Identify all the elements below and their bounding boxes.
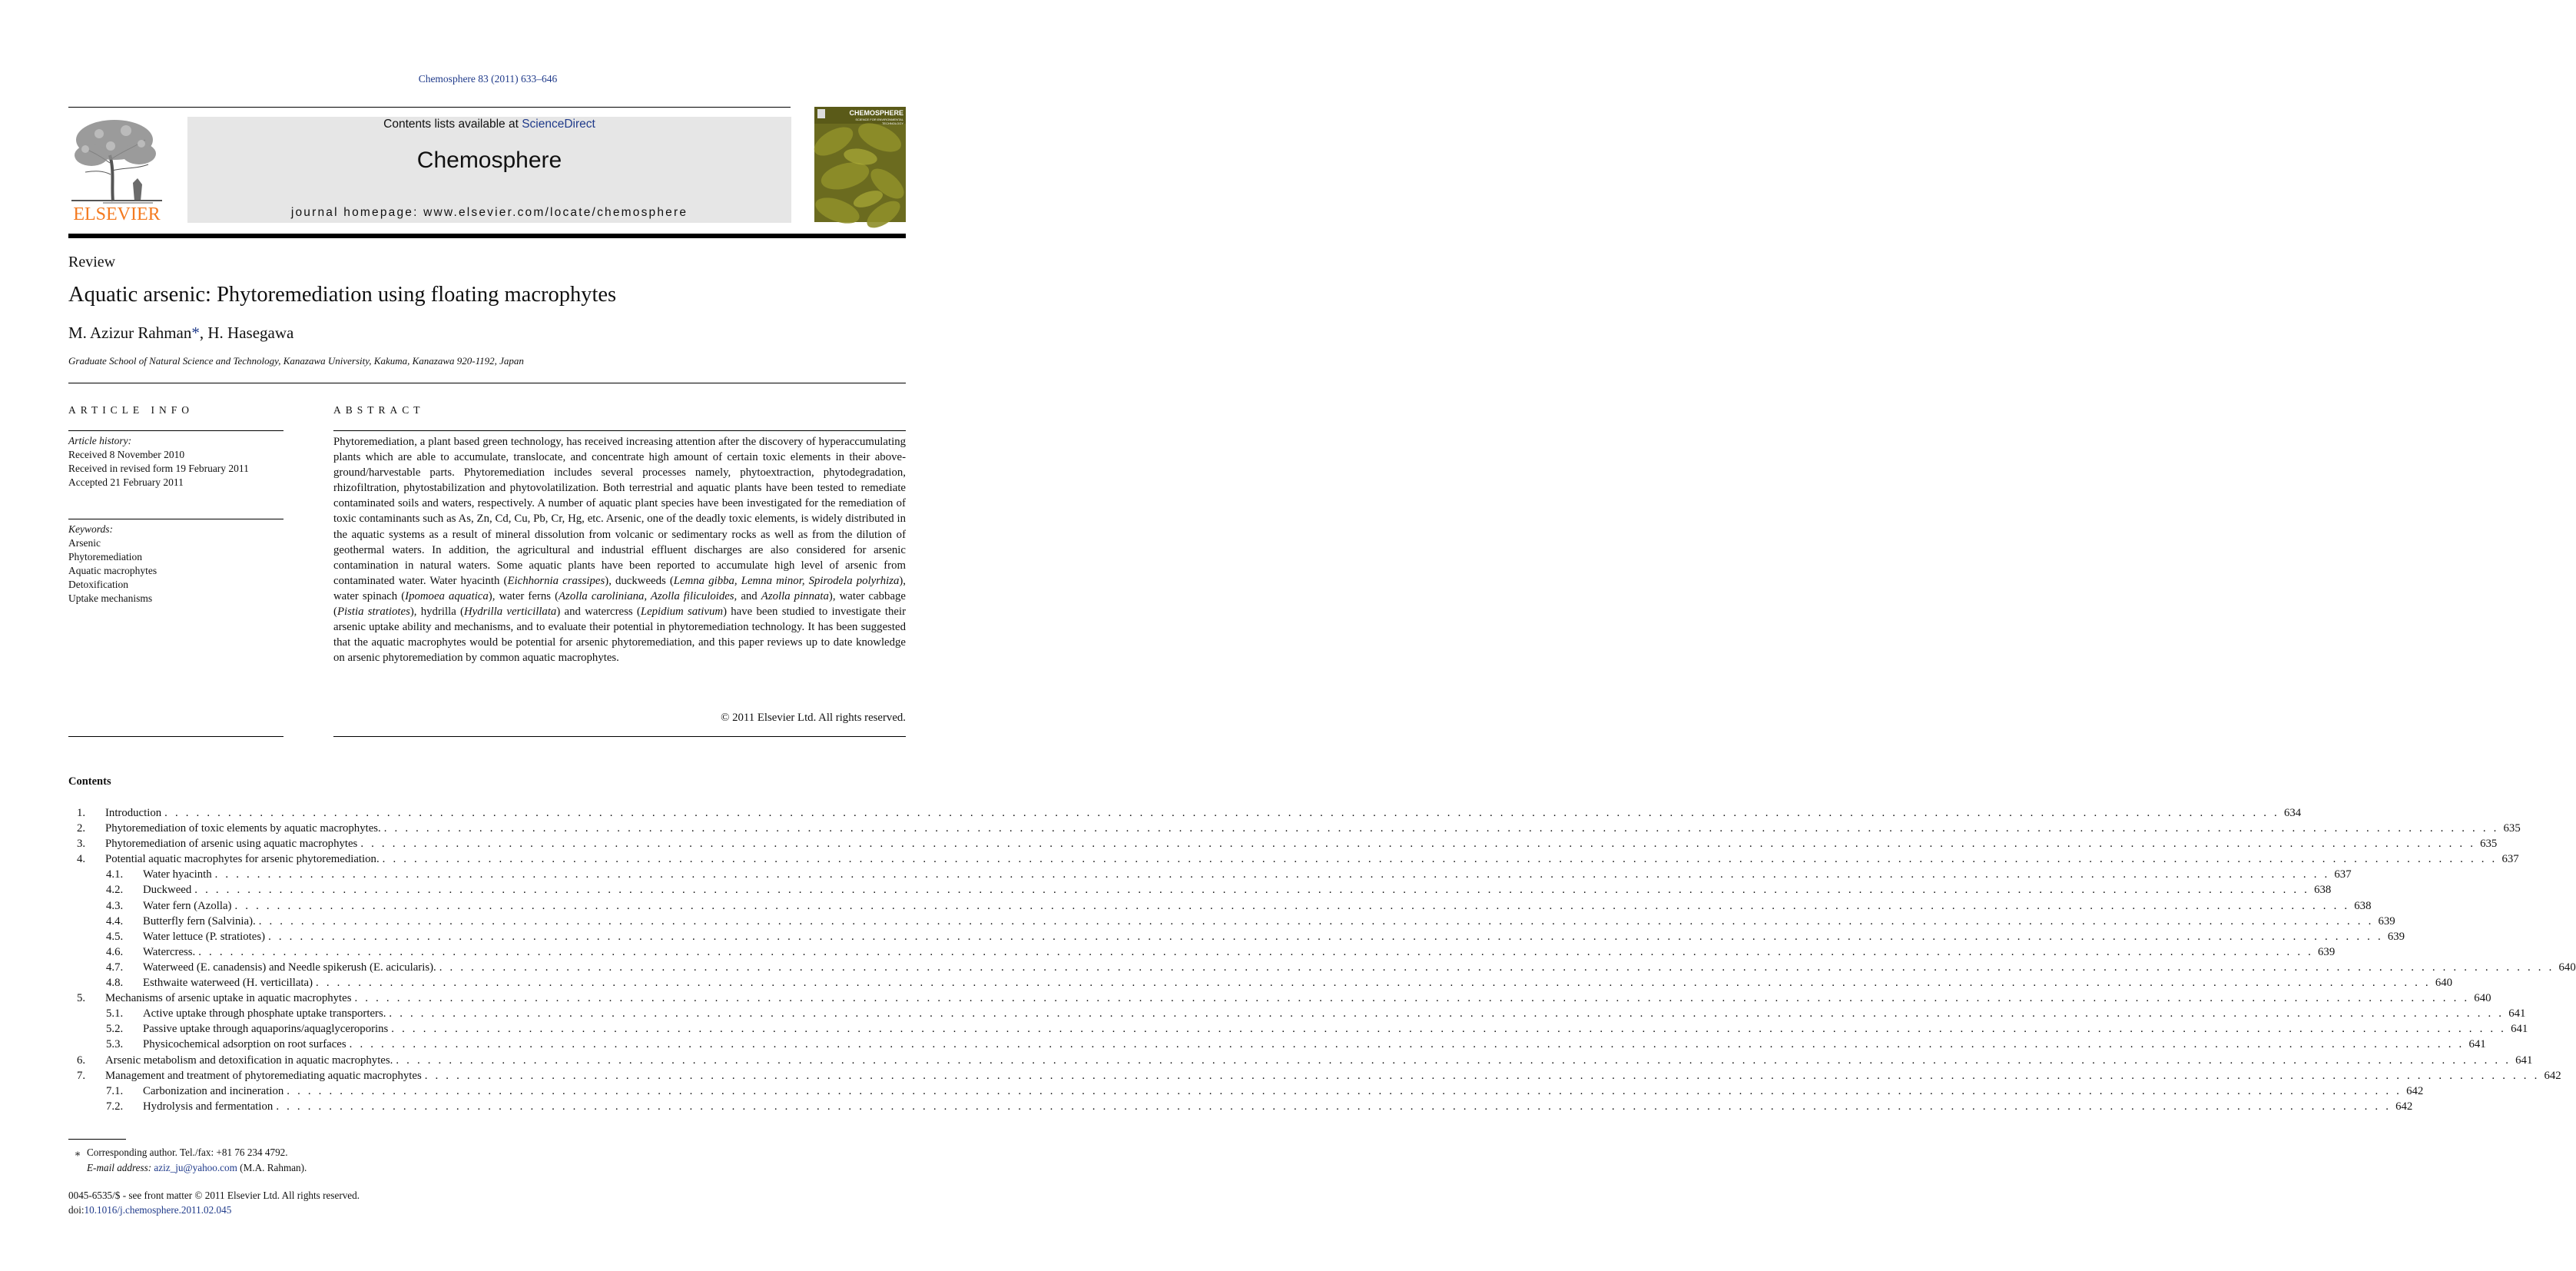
toc-entry-number: 4.6.: [106, 945, 124, 958]
toc-entry-page[interactable]: 641: [2511, 1023, 2528, 1036]
toc-entry-number: 5.2.: [106, 1023, 124, 1036]
toc-entry-page[interactable]: 641: [2515, 1054, 2533, 1067]
toc-entry-number: 3.: [77, 838, 86, 851]
toc-entry-title[interactable]: Waterweed (E. canadensis) and Needle spikerush (E. acicularis).: [143, 961, 436, 974]
table-of-contents: [68, 805, 2576, 1114]
abstract-rule: [333, 430, 906, 431]
toc-entry[interactable]: [68, 851, 2519, 867]
toc-entry-number: 7.1.: [106, 1084, 124, 1097]
toc-entry-number: 7.2.: [106, 1100, 124, 1113]
toc-entry-page[interactable]: 639: [2318, 945, 2336, 958]
toc-dot-leader: . . . . . . . . . . . . . . . . . . . . . . . . . . . . . . . . . . . . . . . . . . . . . . . . . . . . . . . . . . . . . . . . . . . . . . . . . . . . . . . . . . . . . . . . . . . . . . . . . . . . . . . . . . . . . . . . . . . . . . . . . . . . . . . . . . . . . . . . . . . . . . . . . . . . . . . . . . . . . . . . . . . . . . . . . . . . . . . . . . . . . . . . . . . . . . . . . . . . . . . .: [383, 822, 2499, 835]
toc-entry[interactable]: [68, 836, 2498, 851]
toc-dot-leader: . . . . . . . . . . . . . . . . . . . . . . . . . . . . . . . . . . . . . . . . . . . . . . . . . . . . . . . . . . . . . . . . . . . . . . . . . . . . . . . . . . . . . . . . . . . . . . . . . . . . . . . . . . . . . . . . . . . . . . . . . . . . . . . . . . . . . . . . . . . . . . . . . . . . . . . . . . . . . . . . . . . . . . . . . . . . . . . . . . . . . . . . . . . . . . . . . . . . . . . .: [389, 1007, 2505, 1020]
toc-dot-leader: . . . . . . . . . . . . . . . . . . . . . . . . . . . . . . . . . . . . . . . . . . . . . . . . . . . . . . . . . . . . . . . . . . . . . . . . . . . . . . . . . . . . . . . . . . . . . . . . . . . . . . . . . . . . . . . . . . . . . . . . . . . . . . . . . . . . . . . . . . . . . . . . . . . . . . . . . . . . . . . . . . . . . . . . . . . . . . . . . . . . . . . . . . . . . . . . . . . . . . . .: [287, 1084, 2402, 1097]
journal-name: Chemosphere: [416, 148, 562, 173]
toc-entry-page[interactable]: 637: [2501, 853, 2519, 866]
toc-dot-leader: . . . . . . . . . . . . . . . . . . . . . . . . . . . . . . . . . . . . . . . . . . . . . . . . . . . . . . . . . . . . . . . . . . . . . . . . . . . . . . . . . . . . . . . . . . . . . . . . . . . . . . . . . . . . . . . . . . . . . . . . . . . . . . . . . . . . . . . . . . . . . . . . . . . . . . . . . . . . . . . . . . . . . . . . . . . . . . . . . . . . . . . . . . . . . . . . . . . . . . . .: [276, 1100, 2392, 1113]
toc-entry-page[interactable]: 639: [2387, 930, 2405, 943]
toc-entry-number: 4.5.: [106, 930, 124, 943]
toc-entry-page[interactable]: 642: [2395, 1100, 2413, 1113]
toc-entry-number: 4.: [77, 853, 86, 866]
corresponding-author-mark[interactable]: *: [191, 324, 200, 342]
toc-entry-title[interactable]: Hydrolysis and fermentation: [143, 1100, 274, 1113]
toc-entry-number: 4.4.: [106, 914, 124, 928]
toc-entry-title[interactable]: Esthwaite waterweed (H. verticillata): [143, 977, 313, 990]
keyword: Detoxification: [68, 579, 128, 590]
toc-entry-title[interactable]: Phytoremediation of toxic elements by aquatic macrophytes.: [105, 822, 381, 835]
toc-entry-page[interactable]: 637: [2334, 868, 2352, 881]
header-thick-rule: [68, 234, 906, 238]
toc-entry-title[interactable]: Carbonization and incineration: [143, 1084, 284, 1097]
header-rule: [68, 107, 791, 108]
toc-entry[interactable]: [68, 1006, 2526, 1021]
toc-dot-leader: . . . . . . . . . . . . . . . . . . . . . . . . . . . . . . . . . . . . . . . . . . . . . . . . . . . . . . . . . . . . . . . . . . . . . . . . . . . . . . . . . . . . . . . . . . . . . . . . . . . . . . . . . . . . . . . . . . . . . . . . . . . . . . . . . . . . . . . . . . . . . . . . . . . . . . . . . . . . . . . . . . . . . . . . . . . . . . . . . . . . . . . . . . . . . . . . . . . . . . . .: [360, 838, 2476, 851]
toc-entry-title[interactable]: Potential aquatic macrophytes for arsenic phytoremediation.: [105, 853, 380, 866]
journal-homepage[interactable]: journal homepage: www.elsevier.com/locate/chemosphere: [290, 206, 688, 219]
cover-title: CHEMOSPHERE: [849, 109, 903, 117]
toc-entry-number: 5.1.: [106, 1007, 124, 1020]
article-title: Aquatic arsenic: Phytoremediation using floating macrophytes: [68, 283, 617, 307]
journal-banner: [187, 117, 791, 223]
toc-entry-title[interactable]: Phytoremediation of arsenic using aquatic macrophytes: [105, 838, 358, 851]
keywords-label: Keywords:: [68, 523, 113, 535]
toc-entry[interactable]: [68, 944, 2336, 960]
toc-dot-leader: . . . . . . . . . . . . . . . . . . . . . . . . . . . . . . . . . . . . . . . . . . . . . . . . . . . . . . . . . . . . . . . . . . . . . . . . . . . . . . . . . . . . . . . . . . . . . . . . . . . . . . . . . . . . . . . . . . . . . . . . . . . . . . . . . . . . . . . . . . . . . . . . . . . . . . . . . . . . . . . . . . . . . . . . . . . . . . . . . . . . . . . . . . . . . . . . . . . . . . . .: [198, 945, 2314, 958]
contents-heading: Contents: [68, 775, 111, 788]
toc-entry-number: 7.: [77, 1069, 86, 1082]
article-info-rule: [68, 430, 283, 431]
toc-dot-leader: . . . . . . . . . . . . . . . . . . . . . . . . . . . . . . . . . . . . . . . . . . . . . . . . . . . . . . . . . . . . . . . . . . . . . . . . . . . . . . . . . . . . . . . . . . . . . . . . . . . . . . . . . . . . . . . . . . . . . . . . . . . . . . . . . . . . . . . . . . . . . . . . . . . . . . . . . . . . . . . . . . . . . . . . . . . . . . . . . . . . . . . . . . . . . . . . . . . . . . . .: [164, 807, 2279, 819]
toc-entry-number: 4.3.: [106, 899, 124, 912]
toc-dot-leader: . . . . . . . . . . . . . . . . . . . . . . . . . . . . . . . . . . . . . . . . . . . . . . . . . . . . . . . . . . . . . . . . . . . . . . . . . . . . . . . . . . . . . . . . . . . . . . . . . . . . . . . . . . . . . . . . . . . . . . . . . . . . . . . . . . . . . . . . . . . . . . . . . . . . . . . . . . . . . . . . . . . . . . . . . . . . . . . . . . . . . . . . . . . . . . . . . . . . . . . .: [258, 914, 2374, 928]
toc-entry-page[interactable]: 640: [2435, 977, 2453, 990]
toc-entry-title[interactable]: Mechanisms of arsenic uptake in aquatic macrophytes: [105, 992, 352, 1005]
toc-dot-leader: . . . . . . . . . . . . . . . . . . . . . . . . . . . . . . . . . . . . . . . . . . . . . . . . . . . . . . . . . . . . . . . . . . . . . . . . . . . . . . . . . . . . . . . . . . . . . . . . . . . . . . . . . . . . . . . . . . . . . . . . . . . . . . . . . . . . . . . . . . . . . . . . . . . . . . . . . . . . . . . . . . . . . . . . . . . . . . . . . . . . . . . . . . . . . . . . . . . . . . . .: [354, 992, 2470, 1005]
toc-entry-title[interactable]: Watercress.: [143, 945, 196, 958]
toc-entry-title[interactable]: Arsenic metabolism and detoxification in aquatic macrophytes.: [105, 1054, 393, 1067]
keyword: Phytoremediation: [68, 551, 142, 562]
toc-entry-title[interactable]: Duckweed: [143, 884, 192, 897]
toc-entry-title[interactable]: Water fern (Azolla): [143, 899, 232, 912]
toc-dot-leader: . . . . . . . . . . . . . . . . . . . . . . . . . . . . . . . . . . . . . . . . . . . . . . . . . . . . . . . . . . . . . . . . . . . . . . . . . . . . . . . . . . . . . . . . . . . . . . . . . . . . . . . . . . . . . . . . . . . . . . . . . . . . . . . . . . . . . . . . . . . . . . . . . . . . . . . . . . . . . . . . . . . . . . . . . . . . . . . . . . . . . . . . . . . . . . . . . . . . . . . .: [391, 1023, 2507, 1036]
abstract-bottom-rule: [333, 736, 906, 737]
toc-dot-leader: . . . . . . . . . . . . . . . . . . . . . . . . . . . . . . . . . . . . . . . . . . . . . . . . . . . . . . . . . . . . . . . . . . . . . . . . . . . . . . . . . . . . . . . . . . . . . . . . . . . . . . . . . . . . . . . . . . . . . . . . . . . . . . . . . . . . . . . . . . . . . . . . . . . . . . . . . . . . . . . . . . . . . . . . . . . . . . . . . . . . . . . . . . . . . . . . . . . . . . . .: [439, 961, 2554, 974]
toc-dot-leader: . . . . . . . . . . . . . . . . . . . . . . . . . . . . . . . . . . . . . . . . . . . . . . . . . . . . . . . . . . . . . . . . . . . . . . . . . . . . . . . . . . . . . . . . . . . . . . . . . . . . . . . . . . . . . . . . . . . . . . . . . . . . . . . . . . . . . . . . . . . . . . . . . . . . . . . . . . . . . . . . . . . . . . . . . . . . . . . . . . . . . . . . . . . . . . . . . . . . . . . .: [268, 930, 2383, 943]
toc-entry-number: 2.: [77, 822, 86, 835]
toc-entry-page[interactable]: 638: [2354, 899, 2372, 912]
toc-entry-number: 4.7.: [106, 961, 124, 974]
toc-entry[interactable]: [68, 1068, 2561, 1084]
toc-dot-leader: . . . . . . . . . . . . . . . . . . . . . . . . . . . . . . . . . . . . . . . . . . . . . . . . . . . . . . . . . . . . . . . . . . . . . . . . . . . . . . . . . . . . . . . . . . . . . . . . . . . . . . . . . . . . . . . . . . . . . . . . . . . . . . . . . . . . . . . . . . . . . . . . . . . . . . . . . . . . . . . . . . . . . . . . . . . . . . . . . . . . . . . . . . . . . . . . . . . . . . . .: [396, 1054, 2511, 1067]
toc-entry[interactable]: [68, 960, 2576, 975]
author-list: [68, 324, 293, 343]
toc-entry[interactable]: [68, 821, 2521, 836]
toc-entry[interactable]: [68, 991, 2491, 1006]
toc-entry[interactable]: [68, 1053, 2533, 1068]
toc-entry-page[interactable]: 640: [2474, 992, 2491, 1005]
affiliation: Graduate School of Natural Science and Technology, Kanazawa University, Kakuma, Kanazawa 920-1192, Japan: [68, 355, 524, 367]
email-note: E-mail address: aziz_ju@yahoo.com (M.A. Rahman).: [87, 1162, 307, 1173]
toc-dot-leader: . . . . . . . . . . . . . . . . . . . . . . . . . . . . . . . . . . . . . . . . . . . . . . . . . . . . . . . . . . . . . . . . . . . . . . . . . . . . . . . . . . . . . . . . . . . . . . . . . . . . . . . . . . . . . . . . . . . . . . . . . . . . . . . . . . . . . . . . . . . . . . . . . . . . . . . . . . . . . . . . . . . . . . . . . . . . . . . . . . . . . . . . . . . . . . . . . . . . . . . .: [194, 884, 2310, 897]
toc-entry-number: 6.: [77, 1054, 86, 1067]
toc-entry-title[interactable]: Butterfly fern (Salvinia).: [143, 914, 256, 928]
toc-entry[interactable]: [68, 1037, 2486, 1052]
keywords-block: [68, 523, 283, 606]
toc-entry-number: 1.: [77, 807, 86, 819]
toc-dot-leader: . . . . . . . . . . . . . . . . . . . . . . . . . . . . . . . . . . . . . . . . . . . . . . . . . . . . . . . . . . . . . . . . . . . . . . . . . . . . . . . . . . . . . . . . . . . . . . . . . . . . . . . . . . . . . . . . . . . . . . . . . . . . . . . . . . . . . . . . . . . . . . . . . . . . . . . . . . . . . . . . . . . . . . . . . . . . . . . . . . . . . . . . . . . . . . . . . . . . . . . .: [214, 868, 2330, 881]
cover-subtitle: SCIENCE FOR ENVIRONMENTAL TECHNOLOGY: [855, 118, 903, 125]
toc-entry-title[interactable]: Physicochemical adsorption on root surfaces: [143, 1038, 346, 1051]
toc-dot-leader: . . . . . . . . . . . . . . . . . . . . . . . . . . . . . . . . . . . . . . . . . . . . . . . . . . . . . . . . . . . . . . . . . . . . . . . . . . . . . . . . . . . . . . . . . . . . . . . . . . . . . . . . . . . . . . . . . . . . . . . . . . . . . . . . . . . . . . . . . . . . . . . . . . . . . . . . . . . . . . . . . . . . . . . . . . . . . . . . . . . . . . . . . . . . . . . . . . . . . . . .: [349, 1038, 2465, 1051]
toc-entry[interactable]: [68, 1084, 2424, 1099]
toc-entry-page[interactable]: 640: [2558, 961, 2576, 974]
email-link[interactable]: aziz_ju@yahoo.com: [154, 1162, 237, 1173]
issn-line: 0045-6535/$ - see front matter © 2011 Elsevier Ltd. All rights reserved.: [68, 1190, 360, 1201]
toc-entry-page[interactable]: 642: [2544, 1069, 2561, 1082]
abstract-text: Phytoremediation, a plant based green technology, has received increasing attention after the discovery of hyperaccumulating plants which are able to accumulate, translocate, and concentrate high amount of certain toxic elements in their above-ground/harvestable parts. Phytoremediation includes several processes namely, phytoextraction, phytodegradation, rhizofiltration, phytostabilization and phytovolatilization. Both terrestrial and aquatic plants have been tested to remediate contaminated soils and waters, respectively. A number of aquatic plant species have been investigated for the remediation of toxic contaminants such as As, Zn, Cd, Cu, Pb, Cr, Hg, etc. Arsenic, one of the deadly toxic elements, is widely distributed in the aquatic systems as a result of mineral dissolution from volcanic or sedimentary rocks as well as from the dilution of geothermal waters. In addition, the agricultural and industrial effluent discharges are also considered for arsenic contamination in natural waters. Some aquatic plants have been reported to accumulate high level of arsenic from contaminated water. Water hyacinth (Eichhornia crassipes), duckweeds (Lemna gibba, Lemna minor, Spirodela polyrhiza), water spinach (Ipomoea aquatica), water ferns (Azolla caroliniana, Azolla filiculoides, and Azolla pinnata), water cabbage (Pistia stratiotes), hydrilla (Hydrilla verticillata) and watercress (Lepidium sativum) have been studied to investigate their arsenic uptake ability and mechanisms, and to evaluate their potential in phytoremediation technology. It has been suggested that the aquatic macrophytes would be potential for arsenic phytoremediation, and this paper reviews up to date knowledge on arsenic phytoremediation by common aquatic macrophytes.: [333, 436, 907, 665]
toc-entry-title[interactable]: Active uptake through phosphate uptake transporters.: [143, 1007, 386, 1020]
toc-entry[interactable]: [68, 898, 2372, 914]
footnote-symbol: ⁎: [75, 1147, 81, 1158]
toc-entry-number: 4.1.: [106, 868, 124, 881]
toc-entry-page[interactable]: 642: [2406, 1084, 2424, 1097]
toc-entry[interactable]: [68, 975, 2453, 991]
accepted-date: Accepted 21 February 2011: [68, 476, 184, 488]
revised-date: Received in revised form 19 February 2011: [68, 463, 249, 474]
abstract-heading: ABSTRACT: [333, 404, 425, 416]
elsevier-logo[interactable]: [68, 117, 165, 224]
toc-entry-page[interactable]: 638: [2314, 884, 2332, 897]
toc-entry-number: 4.2.: [106, 884, 124, 897]
toc-entry[interactable]: [68, 867, 2352, 882]
corresponding-author-note: ⁎ Corresponding author. Tel./fax: +81 76 234 4792.: [68, 1145, 288, 1160]
footnote-rule: [68, 1139, 126, 1140]
toc-entry[interactable]: [68, 1021, 2528, 1037]
toc-entry-page[interactable]: 641: [2508, 1007, 2526, 1020]
history-label: Article history:: [68, 435, 132, 446]
sciencedirect-link[interactable]: ScienceDirect: [522, 118, 595, 131]
toc-entry[interactable]: [68, 805, 2302, 821]
keyword: Aquatic macrophytes: [68, 565, 157, 576]
toc-dot-leader: . . . . . . . . . . . . . . . . . . . . . . . . . . . . . . . . . . . . . . . . . . . . . . . . . . . . . . . . . . . . . . . . . . . . . . . . . . . . . . . . . . . . . . . . . . . . . . . . . . . . . . . . . . . . . . . . . . . . . . . . . . . . . . . . . . . . . . . . . . . . . . . . . . . . . . . . . . . . . . . . . . . . . . . . . . . . . . . . . . . . . . . . . . . . . . . . . . . . . . . .: [382, 853, 2498, 866]
toc-entry-page[interactable]: 634: [2283, 807, 2302, 819]
article-history: [68, 434, 283, 489]
contents-availability: Contents lists available at ScienceDirect: [383, 118, 595, 131]
article-info-bottom-rule: [68, 736, 283, 737]
toc-entry-number: 5.: [77, 992, 86, 1005]
toc-entry[interactable]: [68, 929, 2405, 944]
toc-dot-leader: . . . . . . . . . . . . . . . . . . . . . . . . . . . . . . . . . . . . . . . . . . . . . . . . . . . . . . . . . . . . . . . . . . . . . . . . . . . . . . . . . . . . . . . . . . . . . . . . . . . . . . . . . . . . . . . . . . . . . . . . . . . . . . . . . . . . . . . . . . . . . . . . . . . . . . . . . . . . . . . . . . . . . . . . . . . . . . . . . . . . . . . . . . . . . . . . . . . . . . . .: [424, 1069, 2540, 1082]
article-type: Review: [68, 254, 116, 270]
journal-cover[interactable]: [814, 107, 906, 222]
doi-line: doi:10.1016/j.chemosphere.2011.02.045: [68, 1204, 232, 1216]
toc-entry-page[interactable]: 639: [2378, 914, 2395, 928]
journal-citation: Chemosphere 83 (2011) 633–646: [418, 73, 558, 85]
keyword: Uptake mechanisms: [68, 592, 153, 604]
toc-dot-leader: . . . . . . . . . . . . . . . . . . . . . . . . . . . . . . . . . . . . . . . . . . . . . . . . . . . . . . . . . . . . . . . . . . . . . . . . . . . . . . . . . . . . . . . . . . . . . . . . . . . . . . . . . . . . . . . . . . . . . . . . . . . . . . . . . . . . . . . . . . . . . . . . . . . . . . . . . . . . . . . . . . . . . . . . . . . . . . . . . . . . . . . . . . . . . . . . . . . . . . . .: [234, 899, 2350, 912]
toc-entry-page[interactable]: 641: [2468, 1038, 2486, 1051]
toc-entry-number: 5.3.: [106, 1038, 124, 1051]
elsevier-wordmark: ELSEVIER: [73, 204, 161, 224]
toc-entry-title[interactable]: Water hyacinth: [143, 868, 212, 881]
keyword: Arsenic: [68, 537, 101, 549]
toc-entry[interactable]: [68, 882, 2332, 898]
toc-entry-page[interactable]: 635: [2503, 822, 2521, 835]
toc-entry-title[interactable]: Passive uptake through aquaporins/aquaglyceroporins: [143, 1023, 389, 1036]
article-info-heading: ARTICLE INFO: [68, 404, 194, 416]
toc-entry-title[interactable]: Introduction: [105, 807, 162, 819]
author-hasegawa[interactable]: , H. Hasegawa: [199, 324, 294, 342]
toc-entry-title[interactable]: Water lettuce (P. stratiotes): [143, 930, 266, 943]
toc-entry[interactable]: [68, 914, 2395, 929]
received-date: Received 8 November 2010: [68, 449, 185, 460]
toc-entry-title[interactable]: Management and treatment of phytoremediating aquatic macrophytes: [105, 1069, 422, 1082]
toc-dot-leader: . . . . . . . . . . . . . . . . . . . . . . . . . . . . . . . . . . . . . . . . . . . . . . . . . . . . . . . . . . . . . . . . . . . . . . . . . . . . . . . . . . . . . . . . . . . . . . . . . . . . . . . . . . . . . . . . . . . . . . . . . . . . . . . . . . . . . . . . . . . . . . . . . . . . . . . . . . . . . . . . . . . . . . . . . . . . . . . . . . . . . . . . . . . . . . . . . . . . . . . .: [316, 977, 2431, 990]
doi-link[interactable]: 10.1016/j.chemosphere.2011.02.045: [84, 1204, 232, 1216]
toc-entry[interactable]: [68, 1099, 2413, 1114]
toc-entry-number: 4.8.: [106, 977, 124, 990]
abstract-copyright: © 2011 Elsevier Ltd. All rights reserved.: [721, 712, 906, 724]
toc-entry-page[interactable]: 635: [2480, 838, 2498, 851]
author-rahman[interactable]: M. Azizur Rahman: [68, 324, 192, 342]
